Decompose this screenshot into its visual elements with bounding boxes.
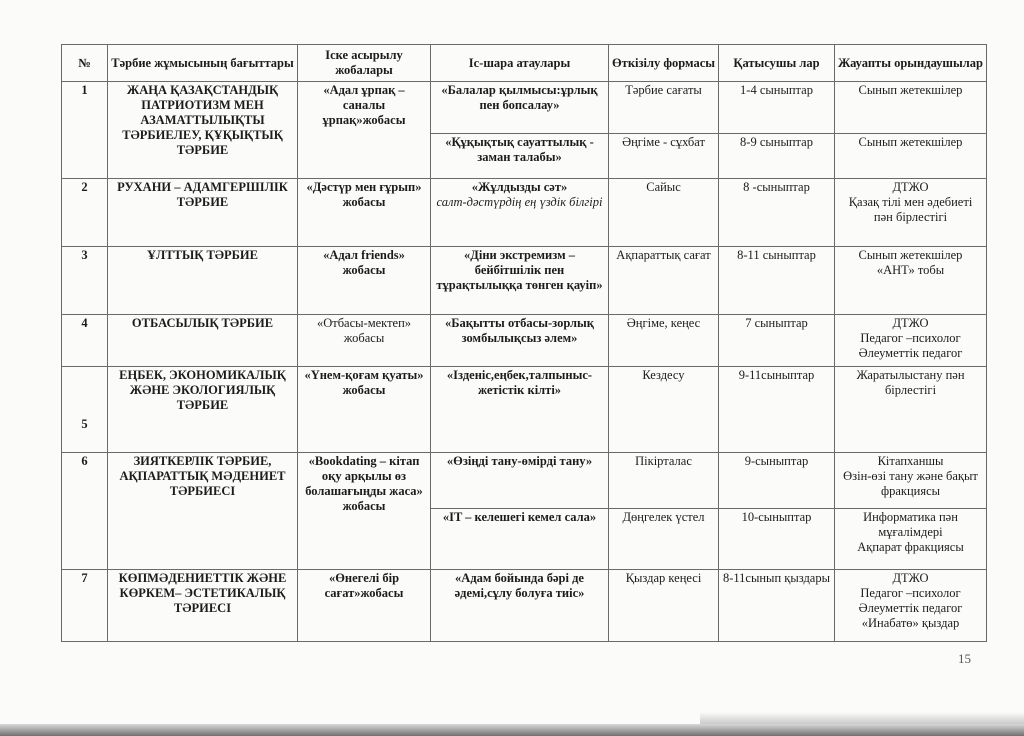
table-row <box>62 315 987 367</box>
row-num: 7 <box>62 570 108 642</box>
event-name <box>431 179 609 247</box>
row-direction: ЗИЯТКЕРЛІК ТӘРБИЕ, АҚПАРАТТЫҚ МӘДЕНИЕТ ТӘРБИЕСІ <box>108 453 298 570</box>
page-number: 15 <box>958 651 971 666</box>
responsible-line: «АНТ» тобы <box>876 263 945 277</box>
event-title: «Жұлдызды сәт» <box>471 180 568 194</box>
responsible-line: Педагог –психолог <box>860 586 961 600</box>
row-num: 3 <box>62 247 108 315</box>
row-project: «Үнем-қоғам қуаты» жобасы <box>298 367 431 453</box>
event-responsible <box>835 315 987 367</box>
event-responsible <box>835 247 987 315</box>
event-responsible <box>835 367 987 453</box>
responsible-line: Кітапханшы <box>877 454 944 468</box>
responsible-line: Информатика пән мұғалімдері <box>863 510 958 539</box>
responsible-line: Өзін-өзі тану және бақыт фракциясы <box>843 469 978 498</box>
row-project: «Отбасы-мектеп» жобасы <box>298 315 431 367</box>
responsible-line: Жаратылыстану пән бірлестігі <box>856 368 965 397</box>
event-name: «Өзіңді тану-өмірді тану» <box>431 453 609 509</box>
event-form: Сайыс <box>609 179 719 247</box>
table-row <box>62 367 987 453</box>
event-responsible <box>835 179 987 247</box>
event-responsible <box>835 134 987 179</box>
header-event: Іс-шара атаулары <box>431 45 609 82</box>
row-project: «Өнегелі бір сағат»жобасы <box>298 570 431 642</box>
scan-edge <box>0 724 1024 736</box>
responsible-line: Сынып жетекшілер <box>858 135 963 149</box>
event-name: «Адам бойында бәрі де әдемі,сұлу болуға тиіс» <box>431 570 609 642</box>
header-participants: Қатысушы лар <box>719 45 835 82</box>
row-num: 1 <box>62 82 108 179</box>
event-participants: 10-сыныптар <box>719 509 835 570</box>
table-row <box>62 570 987 642</box>
row-num: 5 <box>62 367 108 453</box>
event-name: «Бақытты отбасы-зорлық зомбылықсыз әлем» <box>431 315 609 367</box>
event-responsible <box>835 509 987 570</box>
event-name: «Ізденіс,еңбек,талпыныс-жетістік кілті» <box>431 367 609 453</box>
event-subtitle: салт-дәстүрдің ең үздік білгірі <box>436 195 603 209</box>
responsible-line: Сынып жетекшілер <box>858 83 963 97</box>
responsible-line: Ақпарат фракциясы <box>857 540 964 554</box>
table-body <box>62 82 987 642</box>
responsible-line: Педагог –психолог <box>860 331 961 345</box>
row-direction: КӨПМӘДЕНИЕТТІК ЖӘНЕ КӨРКЕМ– ЭСТЕТИКАЛЫҚ ТӘРИЕСІ <box>108 570 298 642</box>
row-direction: ҰЛТТЫҚ ТӘРБИЕ <box>108 247 298 315</box>
responsible-line: ДТЖО <box>892 180 929 194</box>
event-responsible <box>835 453 987 509</box>
event-participants: 9-11сыныптар <box>719 367 835 453</box>
event-form: Кездесу <box>609 367 719 453</box>
row-num: 2 <box>62 179 108 247</box>
event-form: Дөңгелек үстел <box>609 509 719 570</box>
event-form: Пікірталас <box>609 453 719 509</box>
event-form: Әңгіме, кеңес <box>609 315 719 367</box>
responsible-line: Қазақ тілі мен әдебиеті пән бірлестігі <box>848 195 973 224</box>
event-responsible <box>835 82 987 134</box>
row-direction: РУХАНИ – АДАМГЕРШІЛІК ТӘРБИЕ <box>108 179 298 247</box>
event-participants: 9-сыныптар <box>719 453 835 509</box>
event-form: Ақпараттық сағат <box>609 247 719 315</box>
responsible-line: Әлеуметтік педагог <box>858 346 963 360</box>
event-participants: 8-9 сыныптар <box>719 134 835 179</box>
header-responsible: Жауапты орындаушылар <box>835 45 987 82</box>
table-row <box>62 453 987 509</box>
row-project: «Дәстүр мен ғұрып» жобасы <box>298 179 431 247</box>
event-participants: 8-11 сыныптар <box>719 247 835 315</box>
event-form: Әңгіме - сұхбат <box>609 134 719 179</box>
responsible-line: Әлеуметтік педагог <box>858 601 963 615</box>
event-name: «Балалар қылмысы:ұрлық пен бопсалау» <box>431 82 609 134</box>
row-project: «Bookdating – кітап оқу арқылы өз болашағыңды жаса» жобасы <box>298 453 431 570</box>
event-participants: 1-4 сыныптар <box>719 82 835 134</box>
event-participants: 7 сыныптар <box>719 315 835 367</box>
row-num: 4 <box>62 315 108 367</box>
responsible-line: «Инабатө» қыздар <box>861 616 960 630</box>
header-project: Іске асырылу жобалары <box>298 45 431 82</box>
table-row <box>62 247 987 315</box>
row-project: «Адал ұрпақ – саналы ұрпақ»жобасы <box>298 82 431 179</box>
responsible-line: ДТЖО <box>892 571 929 585</box>
responsible-line: ДТЖО <box>892 316 929 330</box>
event-form: Тәрбие сағаты <box>609 82 719 134</box>
education-plan-table <box>61 44 987 642</box>
table-row <box>62 179 987 247</box>
header-row <box>62 45 987 82</box>
row-direction: ЖАҢА ҚАЗАҚСТАНДЫҚ ПАТРИОТИЗМ МЕН АЗАМАТТЫЛЫҚТЫ ТӘРБИЕЛЕУ, ҚҰҚЫҚТЫҚ ТӘРБИЕ <box>108 82 298 179</box>
event-form: Қыздар кеңесі <box>609 570 719 642</box>
responsible-line: Сынып жетекшілер <box>858 248 963 262</box>
row-project: «Адал friends» жобасы <box>298 247 431 315</box>
row-direction: ОТБАСЫЛЫҚ ТӘРБИЕ <box>108 315 298 367</box>
event-name: «Құқықтық сауаттылық - заман талабы» <box>431 134 609 179</box>
event-name: «Діни экстремизм – бейбітшілік пен тұрақтылыққа төнген қауіп» <box>431 247 609 315</box>
event-name: «IT – келешегі кемел сала» <box>431 509 609 570</box>
row-num: 6 <box>62 453 108 570</box>
event-participants: 8-11сынып қыздары <box>719 570 835 642</box>
header-num: № <box>62 45 108 82</box>
table-row <box>62 82 987 134</box>
header-direction: Тәрбие жұмысының бағыттары <box>108 45 298 82</box>
row-direction: ЕҢБЕК, ЭКОНОМИКАЛЫҚ ЖӘНЕ ЭКОЛОГИЯЛЫҚ ТӘРБИЕ <box>108 367 298 453</box>
event-participants: 8 -сыныптар <box>719 179 835 247</box>
table-header <box>62 45 987 82</box>
event-responsible <box>835 570 987 642</box>
header-form: Өткізілу формасы <box>609 45 719 82</box>
